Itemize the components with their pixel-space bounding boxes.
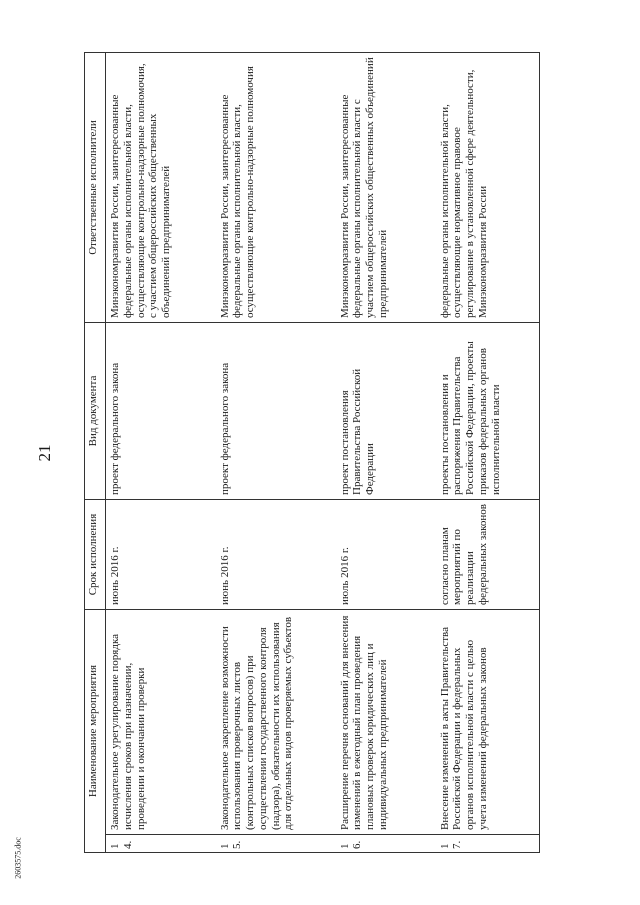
row-number: 17. (436, 835, 540, 853)
table-row (106, 53, 216, 853)
row-responsible: федеральные органы исполнительной власти, осуществляющие нормативное правовое регулирование в установленной сфере деятельности, Минэкономразвития России (436, 53, 540, 323)
table-header-row (85, 53, 106, 853)
row-doc-type: проект федерального закона (106, 323, 216, 500)
table-row (336, 53, 436, 853)
header-doc-type: Вид документа (85, 323, 106, 500)
row-deadline: июнь 2016 г. (216, 500, 336, 610)
row-number: 15. (216, 835, 336, 853)
row-name: Внесение изменений в акты Правительства Российской Федерации и федеральных органов исполнительной власти с целью учета изменений федеральных законов (436, 610, 540, 835)
table-row (436, 53, 540, 853)
table-row (216, 53, 336, 853)
row-name: Расширение перечня оснований для внесения изменений в ежегодный план проведения плановых проверок юридических лиц и индивидуальных предпринимателей (336, 610, 436, 835)
row-deadline: согласно планам мероприятий по реализации федеральных законов (436, 500, 540, 610)
row-doc-type: проект постановления Правительства Российской Федерации (336, 323, 436, 500)
header-name: Наименование мероприятия (85, 610, 106, 853)
row-name: Законодательное закрепление возможности использования проверочных листов (контрольных списков вопросов) при осуществлении государственного контроля (надзора), обязательности их использования для отдельных видов проверяемых субъектов (216, 610, 336, 835)
page-number: 21 (35, 444, 54, 462)
row-responsible: Минэкономразвития России, заинтересованные федеральные органы исполнительной власти с участием общероссийских общественных объединений предпринимателей (336, 53, 436, 323)
row-name: Законодательное урегулирование порядка исчисления сроков при назначении, проведении и окончании проверки (106, 610, 216, 835)
rotated-table-container (84, 53, 536, 853)
table-wrapper (84, 53, 536, 853)
row-responsible: Минэкономразвития России, заинтересованные федеральные органы исполнительной власти, осуществляющие контрольно-надзорные полномочия (216, 53, 336, 323)
measures-table (84, 52, 540, 853)
row-deadline: июнь 2016 г. (106, 500, 216, 610)
row-doc-type: проекты постановления и распоряжения Правительства Российской Федерации, проекты приказов федеральных органов исполнительной власти (436, 323, 540, 500)
row-doc-type: проект федерального закона (216, 323, 336, 500)
row-responsible: Минэкономразвития России, заинтересованные федеральные органы исполнительной власти, осуществляющие контрольно-надзорные полномочия, с участием общероссийских общественных объединений предпринимателей (106, 53, 216, 323)
row-number: 16. (336, 835, 436, 853)
row-number: 14. (106, 835, 216, 853)
header-deadline: Срок исполнения (85, 500, 106, 610)
header-responsible: Ответственные исполнители (85, 53, 106, 323)
row-deadline: июль 2016 г. (336, 500, 436, 610)
document-code: 2603575.doc (13, 837, 23, 879)
